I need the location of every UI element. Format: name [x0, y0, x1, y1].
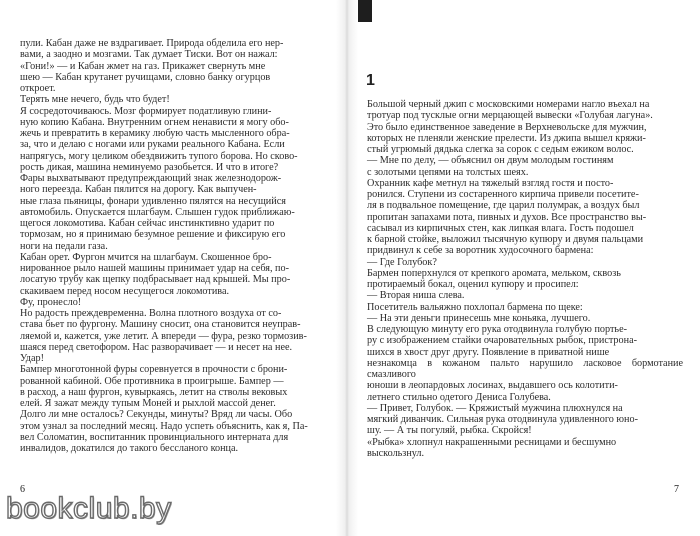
- text-line: скакиваем перед носом несущегося локомотива.: [20, 285, 230, 297]
- text-line: в расход, а наш фургон, кувыркаясь, летит на стволы вековых: [20, 386, 288, 398]
- page-number-left: 6: [20, 484, 25, 495]
- text-line: инвалидов, докатился до такого бессланого конца.: [20, 443, 239, 454]
- text-line: ронился. Ступени из состаренного кирпича привели посетите-: [367, 189, 639, 200]
- text-line: лосатую трубу как щепку подбрасывает над крышей. Мы про-: [20, 274, 291, 286]
- text-line: тормозам, но я принимаю безумное решение и фиксирую его: [20, 229, 286, 241]
- text-line: Большой черный джип с московскими номерами нагло въехал на: [367, 99, 650, 110]
- text-line: шу. — А ты погуляй, рыбка. Скройся!: [367, 425, 532, 437]
- text-line: нированное рыло нашей машины принимает удар на себя, по-: [20, 263, 289, 274]
- text-line: Терять мне нечего, будь что будет!: [20, 94, 170, 106]
- text-line: — Привет, Голубок. — Кряжистый мужчина плюхнулся на: [367, 402, 623, 414]
- text-line: ную копию Кабана. Внутренним огнем ненависти я могу обо-: [20, 116, 289, 128]
- text-line: за, что и делаю с ногами или руками реального Кабана. Если: [20, 139, 285, 151]
- text-line: «Рыбка» хлопнул накрашенными ресницами и бесшумно: [367, 436, 617, 448]
- text-line: рость дикая, машина неминуемо разобьется. И что в итоге?: [20, 161, 279, 173]
- text-line: вами, а заодно и мозгами. Так думает Тиски. Вот он нажал:: [20, 49, 278, 61]
- text-line: придвинул к себе за воротник худосочного бармена:: [367, 245, 594, 257]
- text-line: пропитан запахами пота, пивных и духов. Все пространство вы-: [367, 211, 647, 223]
- watermark-logo: bookclub.by: [6, 492, 172, 525]
- text-line: с золотыми цепями на толстых шеях.: [367, 166, 529, 178]
- text-line: шихся в хвост друг другу. Появление в приватной нише: [367, 346, 610, 358]
- text-line: Фары выхватывают предупреждающий знак железнодорож-: [20, 173, 282, 184]
- text-line: сасывал из кирпичных стен, как липкая влага. Гость подошел: [367, 222, 634, 234]
- text-line: ля в подвальное помещение, где царил полумрак, а воздух был: [367, 200, 640, 212]
- text-line: — Мне по делу, — объяснил он двум молодым гостиням: [367, 155, 614, 167]
- text-line: — Где Голубок?: [367, 256, 437, 268]
- text-line: Удар!: [20, 353, 44, 364]
- text-line: ного переезда. Кабан пялится на дорогу. Как выпучен-: [20, 184, 257, 196]
- text-line: Бармен поперхнулся от крепкого аромата, мельком, сквозь: [367, 267, 621, 279]
- text-line: стый угрюмый дядька слегка за сорок с седым ежиком волос.: [367, 144, 634, 155]
- text-line: Долго ли мне осталось? Секунды, минуты? Вряд ли часы. Обо: [20, 409, 293, 421]
- text-line: Охранник кафе метнул на тяжелый взгляд гостя и посто-: [367, 177, 614, 189]
- text-line: пули. Кабан даже не вздрагивает. Природа обделила его нер-: [20, 38, 284, 49]
- text-line: — На эти деньги принесешь мне коньяка, лучшего.: [367, 312, 591, 324]
- text-line: этом узнал за последний месяц. Надо успеть объяснить, как я, Па-: [20, 420, 308, 432]
- text-line: автомобиль. Опускается шлагбаум. Слышен гудок приближаю-: [20, 206, 295, 218]
- text-line: — Вторая ниша слева.: [367, 290, 465, 302]
- text-line: напрягусь, могу целиком обездвижить тупого борова. Но сково-: [20, 150, 298, 162]
- text-line: выскользнул.: [367, 447, 425, 459]
- text-line: протираемый бокал, оценил купюру и просипел:: [367, 279, 579, 290]
- text-line: к барной стойке, выложил тысячную купюру и двумя пальцами: [367, 234, 644, 245]
- text-line: вел Соломатин, воспитанник провинциального интерната для: [20, 431, 289, 443]
- text-line: летнего стильно одетого Дениса Голубева.: [367, 391, 551, 403]
- text-line: ляемой и, кажется, уже летит. А впереди — фура, резко тормозив-: [20, 330, 307, 342]
- text-line: незнакомца в кожаном пальто нарушило ласковое бормотание смазливого: [367, 357, 683, 380]
- text-line: шаяся перед светофором. Нас разворачивает — и несет на нее.: [20, 341, 293, 353]
- chapter-marker: 1: [366, 72, 375, 89]
- text-line: шею — Кабан крутанет ручищами, словно банку огурцов: [20, 71, 271, 83]
- text-line: В следующую минуту его рука отодвинула голубую портье-: [367, 324, 627, 335]
- text-line: ру с изображением стайки очаровательных рыбок, пристрона-: [367, 335, 637, 347]
- left-page-text: [20, 38, 326, 454]
- text-line: щегося локомотива. Кабан сейчас инстинктивно ударит по: [20, 218, 275, 229]
- text-line: елей. Я зажат между тупым Моней и рыхлой массой денег.: [20, 398, 276, 409]
- chapter-tab-bar: [358, 0, 372, 22]
- page-number-right: 7: [674, 484, 679, 495]
- text-line: ные глаза пьяницы, фонари удивленно пялятся на несущийся: [20, 195, 286, 207]
- text-line: ноги на педали газа.: [20, 240, 108, 252]
- text-line: Кабан орет. Фургон мчится на шлагбаум. Скошенное бро-: [20, 251, 272, 263]
- text-line: Фу, пронесло!: [20, 296, 82, 308]
- text-line: откроет.: [20, 83, 56, 94]
- text-line: става бьет по фургону. Машину сносит, она становится неуправ-: [20, 319, 301, 331]
- text-line: жечь и превратить в керамику любую часть мысленного обра-: [20, 128, 290, 139]
- book-spine-gutter: [336, 0, 358, 536]
- text-line: рованной кабиной. Обе противника в проигрыше. Бампер —: [20, 375, 284, 387]
- text-line: мягкий диванчик. Сильная рука отодвинула удивленного юно-: [367, 414, 638, 425]
- right-page-text: [367, 99, 683, 459]
- text-line: «Гони!» — и Кабан жмет на газ. Прикажет свернуть мне: [20, 60, 266, 72]
- text-line: Посетитель вальяжно похлопал бармена по щеке:: [367, 301, 583, 313]
- text-line: Бампер многотонной фуры соревнуется в прочности с брони-: [20, 364, 288, 376]
- text-line: Но радость преждевременна. Волна плотного воздуха от со-: [20, 308, 282, 319]
- text-line: юноши в леопардовых лосинах, выдавшего ось колотити-: [367, 380, 618, 392]
- text-line: Я сосредоточиваюсь. Мозг формирует податливую глини-: [20, 105, 272, 117]
- text-line: Это было единственное заведение в Верхневольске для мужчин,: [367, 121, 647, 133]
- text-line: тротуар под тусклые огни мерцающей вывески «Голубая лагуна».: [367, 110, 653, 122]
- text-line: которых не пленяли женские прелести. Из джипа вышел кряжи-: [367, 132, 646, 144]
